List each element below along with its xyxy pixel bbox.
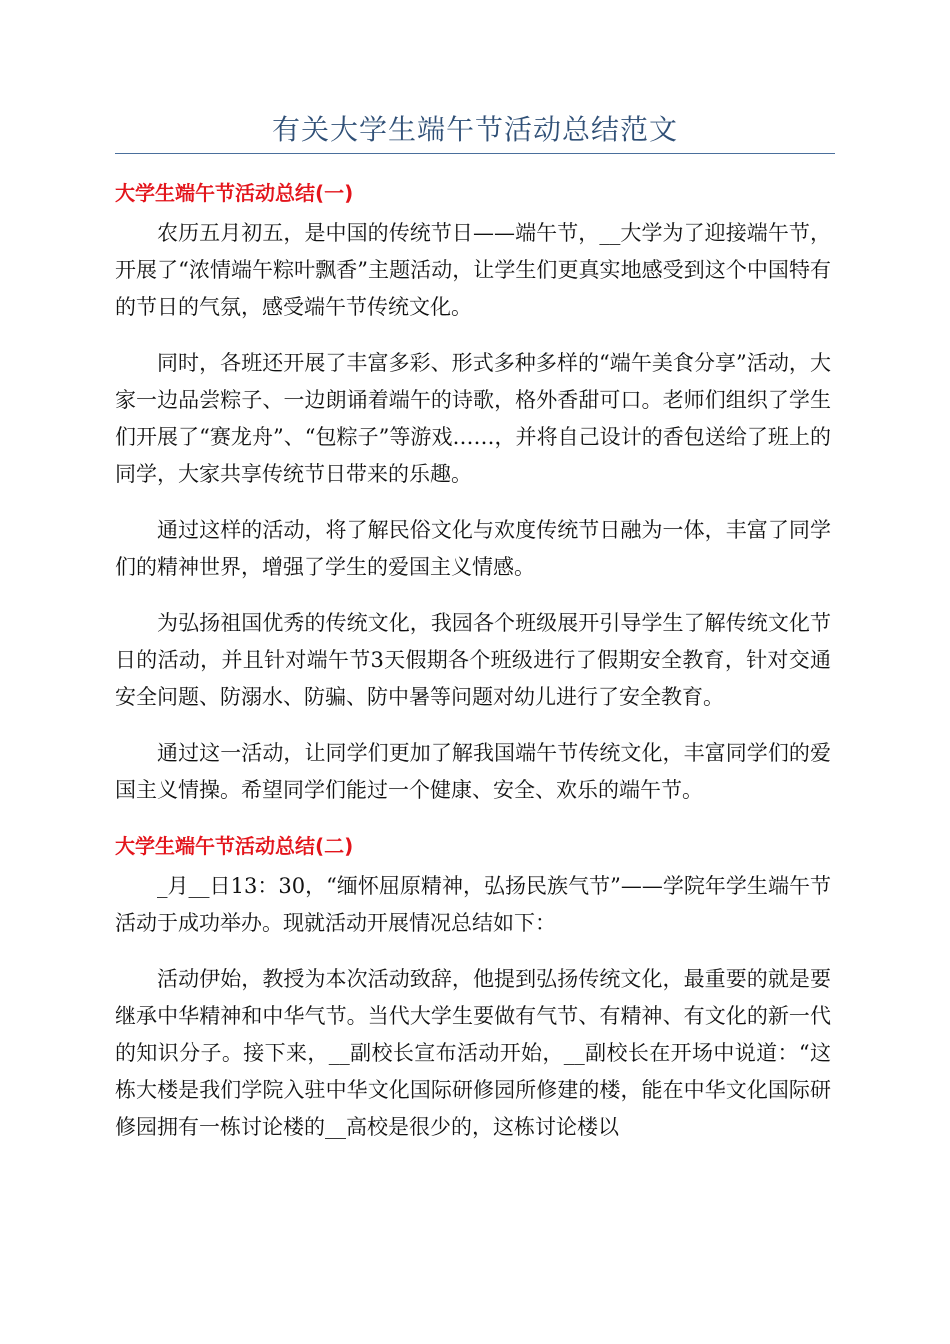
page-title: 有关大学生端午节活动总结范文 [271,113,678,146]
title-divider [115,153,835,154]
paragraph: 同时，各班还开展了丰富多彩、形式多种多样的“端午美食分享”活动，大家一边品尝粽子、一边朗诵着端午的诗歌，格外香甜可口。老师们组织了学生们开展了“赛龙舟”、“包粽子”等游戏……，并将自己设计的香包送给了班上的同学，大家共享传统节日带来的乐趣。 [115,351,831,486]
section-heading: 大学生端午节活动总结(二) [115,834,354,858]
paragraph: 通过这样的活动，将了解民俗文化与欢度传统节日融为一体，丰富了同学们的精神世界，增强了学生的爱国主义情感。 [115,518,831,579]
paragraph: 通过这一活动，让同学们更加了解我国端午节传统文化，丰富同学们的爱国主义情操。希望同学们能过一个健康、安全、欢乐的端午节。 [115,741,831,802]
paragraph: 农历五月初五，是中国的传统节日——端午节，__大学为了迎接端午节，开展了“浓情端午粽叶飘香”主题活动，让学生们更真实地感受到这个中国特有的节日的气氛，感受端午节传统文化。 [115,221,831,319]
paragraph: _月__日13：30，“缅怀屈原精神，弘扬民族气节”——学院年学生端午节活动于成功举办。现就活动开展情况总结如下： [115,874,831,935]
document-body [115,175,831,1165]
section-heading: 大学生端午节活动总结(一) [115,181,354,205]
paragraph: 活动伊始，教授为本次活动致辞，他提到弘扬传统文化，最重要的就是要继承中华精神和中华气节。当代大学生要做有气节、有精神、有文化的新一代的知识分子。接下来，__副校长宣布活动开始，__副校长在开场中说道：“这栋大楼是我们学院入驻中华文化国际研修园所修建的楼，能在中华文化国际研修园拥有一栋讨论楼的__高校是很少的，这栋讨论楼以 [115,967,831,1139]
section-1 [115,175,831,809]
paragraph: 为弘扬祖国优秀的传统文化，我园各个班级展开引导学生了解传统文化节日的活动，并且针对端午节3天假期各个班级进行了假期安全教育，针对交通安全问题、防溺水、防骗、防中暑等问题对幼儿进行了安全教育。 [115,611,831,709]
section-2 [115,828,831,1146]
